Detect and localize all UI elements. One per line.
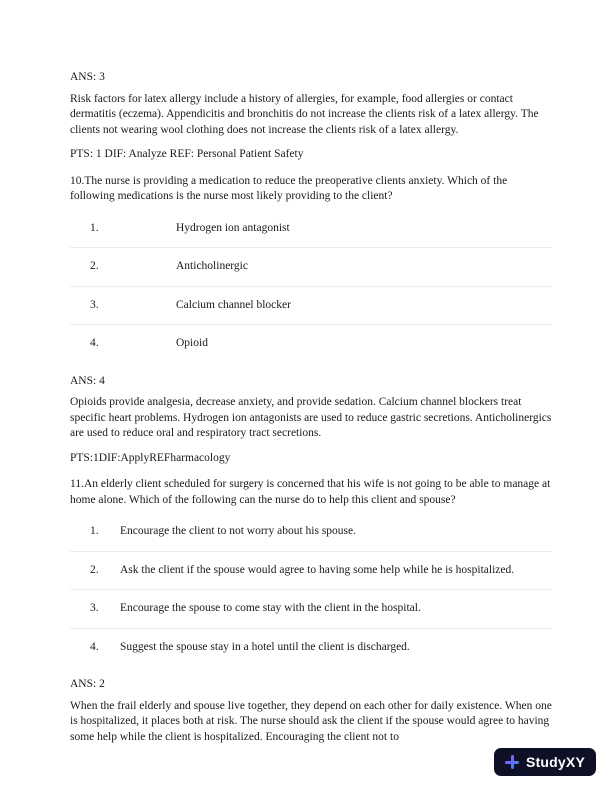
option-row: [70, 325, 552, 363]
question-10-text: 10.The nurse is providing a medication to reduce the preoperative clients anxiety. Which of the following medications is the nurse most likely providing to the client?: [70, 174, 508, 203]
question-10-options: [70, 210, 552, 363]
option-number: 4.: [90, 337, 99, 350]
option-row: [70, 629, 552, 667]
option-row: [70, 590, 552, 629]
answer-label-q9: ANS: 3: [70, 71, 105, 83]
option-text: Opioid: [176, 337, 208, 350]
option-text: Hydrogen ion antagonist: [176, 221, 290, 234]
brand-name-secondary: XY: [565, 754, 585, 770]
option-number: 3.: [90, 602, 99, 615]
option-text: Ask the client if the spouse would agree to having some help while he is hospitalized.: [120, 563, 515, 576]
rationale-q9: Risk factors for latex allergy include a history of allergies, for example, food allergies or contact dermatitis (eczema). Appendicitis and bronchitis do not increase the clients risk of a latex allergy. The clients not wearing wool clothing does not increase the clients risk of a latex allergy.: [70, 92, 539, 136]
pts-line-q9: PTS: 1 DIF: Analyze REF: Personal Patient Safety: [70, 148, 304, 161]
option-number: 3.: [90, 298, 99, 311]
option-text: Encourage the spouse to come stay with the client in the hospital.: [120, 602, 421, 615]
answer-label-q10: ANS: 4: [70, 374, 105, 387]
studyxy-logo-badge[interactable]: [494, 748, 596, 776]
option-number: 2.: [90, 260, 99, 273]
answer-label-q11: ANS: 2: [70, 678, 105, 691]
option-row: [70, 287, 552, 326]
option-text: Suggest the spouse stay in a hotel until the client is discharged.: [120, 640, 410, 653]
rationale-q11: When the frail elderly and spouse live together, they depend on each other for daily existence. When one is hospitalized, it places both at risk. The nurse should ask the client if the spouse would agree to having some help while the client is hospitalized. Encouraging the client not to: [70, 699, 552, 743]
plus-icon: [505, 755, 519, 769]
option-number: 1.: [90, 525, 99, 538]
option-row: [70, 552, 552, 591]
question-11-options: [70, 513, 552, 666]
brand-name-primary: Study: [526, 754, 566, 770]
option-number: 4.: [90, 640, 99, 653]
option-number: 1.: [90, 221, 99, 234]
brand-name: [526, 754, 585, 770]
question-11-text: 11.An elderly client scheduled for surgery is concerned that his wife is not going to be able to manage at home alone. Which of the following can the nurse do to help this client and spouse?: [70, 478, 551, 506]
rationale-q10: Opioids provide analgesia, decrease anxiety, and provide sedation. Calcium channel blockers treat specific heart problems. Hydrogen ion antagonists are used to reduce gastric secretions. Anticholinergics are used to reduce oral and respiratory tract secretions.: [70, 396, 552, 440]
option-number: 2.: [90, 563, 99, 576]
option-row: [70, 248, 552, 287]
option-row: [70, 210, 552, 249]
option-text: Anticholinergic: [176, 260, 248, 273]
option-row: [70, 513, 552, 552]
option-text: Calcium channel blocker: [176, 298, 291, 311]
pts-line-q10: PTS:1DIF:ApplyREFharmacology: [70, 451, 231, 464]
option-text: Encourage the client to not worry about his spouse.: [120, 525, 357, 538]
